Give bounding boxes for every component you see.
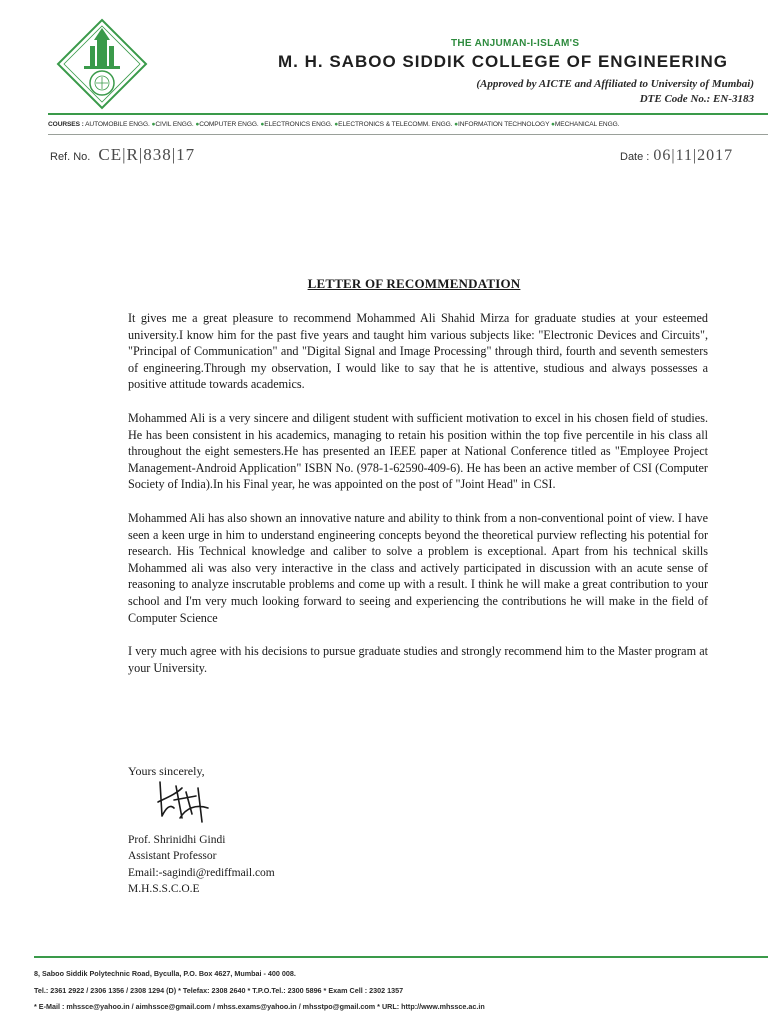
courses-divider (48, 134, 768, 135)
footer-email-url: * E-Mail : mhssce@yahoo.in / aimhssce@gmail.com / mhss.exams@yahoo.in / mhsstpo@gmail.com * URL: http://www.mhssce.ac.in (34, 1002, 485, 1011)
ref-number (50, 145, 195, 165)
letter-title: LETTER OF RECOMMENDATION (307, 276, 521, 291)
signer-name: Prof. Shrinidhi Gindi (128, 834, 226, 846)
bullet-icon: ● (195, 121, 200, 128)
date-value: 06|11|2017 (653, 147, 734, 164)
college-crest-logo (56, 18, 148, 110)
bullet-icon: ● (454, 121, 459, 128)
letter-body (128, 310, 708, 693)
paragraph: Mohammed Ali has also shown an innovative nature and ability to think from a non-conventional point of view. I have seen a keen urge in him to understand engineering concepts beyond the theoretical purview reflecting his potential for research. His Technical knowledge and caliber to solve a problem is exceptional. Apart from his technical skills Mohammed ali was also very interactive in the class and actively participated in discussion with an acute sense of reasoning to analyze inscrutable problems and come up with a result. I think he will make a great contribution to your school and I'm very much looking forward to seeing and experiencing the contributions he will make in the field of Computer Science (128, 510, 708, 625)
footer (34, 966, 485, 1016)
signature-block (128, 832, 275, 897)
paragraph: It gives me a great pleasure to recommend Mohammed Ali Shahid Mirza for graduate studies at your esteemed university.I know him for the past five years and taught him various subjects like: "Electronic Devices and Circuits", "Principal of Communication" and "Digital Signal and Image Processing" through third, fourth and seventh semesters of engineering.Through my observation, I would like to say that he is attentive, studious and always possesses a positive attitude towards academics. (128, 311, 708, 392)
paragraph: Mohammed Ali is a very sincere and diligent student with sufficient motivation to excel in his chosen field of studies. He has been consistent in his academics, managing to retain his position within the top five percentile in his class all throughout the eight semesters.He has presented an IEEE paper at National Conference titled as "Employee Project Management-Android Application" ISBN No. (978-1-62590-409-6). He has been an active member of CSI (Computer Society of India).In his Final year, he was appointed on the post of "Joint Head" in CSI. (128, 410, 708, 492)
courses-label: COURSES : (48, 121, 84, 128)
date-label: Date : (620, 151, 650, 163)
signer-email: Email:-sagindi@rediffmail.com (128, 866, 275, 879)
course-item: MECHANICAL ENGG. (554, 121, 620, 128)
bullet-icon: ● (551, 121, 555, 128)
trust-name: THE ANJUMAN-I-ISLAM'S (451, 38, 580, 49)
bullet-icon: ● (334, 121, 339, 128)
course-item: CIVIL ENGG. (155, 121, 194, 128)
ref-value: CE|R|838|17 (98, 145, 196, 164)
footer-divider (34, 956, 768, 958)
course-item: ELECTRONICS & TELECOMM. ENGG. (338, 121, 453, 128)
header-divider (48, 113, 768, 115)
signer-org: M.H.S.S.C.O.E (128, 882, 200, 895)
dte-code: DTE Code No.: EN-3183 (639, 93, 754, 105)
course-item: ELECTRONICS ENGG. (264, 121, 333, 128)
footer-phones: Tel.: 2361 2922 / 2306 1356 / 2308 1294 (D) * Telefax: 2308 2640 * T.P.O.Tel.: 2300 5896 * Exam Cell : 2302 1357 (34, 985, 404, 995)
college-name: M. H. SABOO SIDDIK COLLEGE OF ENGINEERING (278, 52, 728, 71)
course-item: INFORMATION TECHNOLOGY (458, 121, 550, 128)
letter-date (620, 147, 733, 165)
course-item: COMPUTER ENGG. (199, 121, 259, 128)
courses-list (48, 121, 619, 128)
bullet-icon: ● (260, 121, 265, 128)
handwritten-signature (152, 778, 224, 824)
approval-line: (Approved by AICTE and Affiliated to University of Mumbai) (476, 78, 754, 90)
footer-address: 8, Saboo Siddik Polytechnic Road, Byculla, P.O. Box 4627, Mumbai - 400 008. (34, 969, 296, 978)
closing: Yours sincerely, (128, 764, 205, 778)
bullet-icon: ● (151, 121, 156, 128)
paragraph: I very much agree with his decisions to pursue graduate studies and strongly recommend him to the Master program at your University. (128, 644, 708, 675)
ref-label: Ref. No. (50, 151, 91, 163)
course-item: AUTOMOBILE ENGG. (85, 121, 150, 128)
signer-title: Assistant Professor (128, 850, 217, 863)
